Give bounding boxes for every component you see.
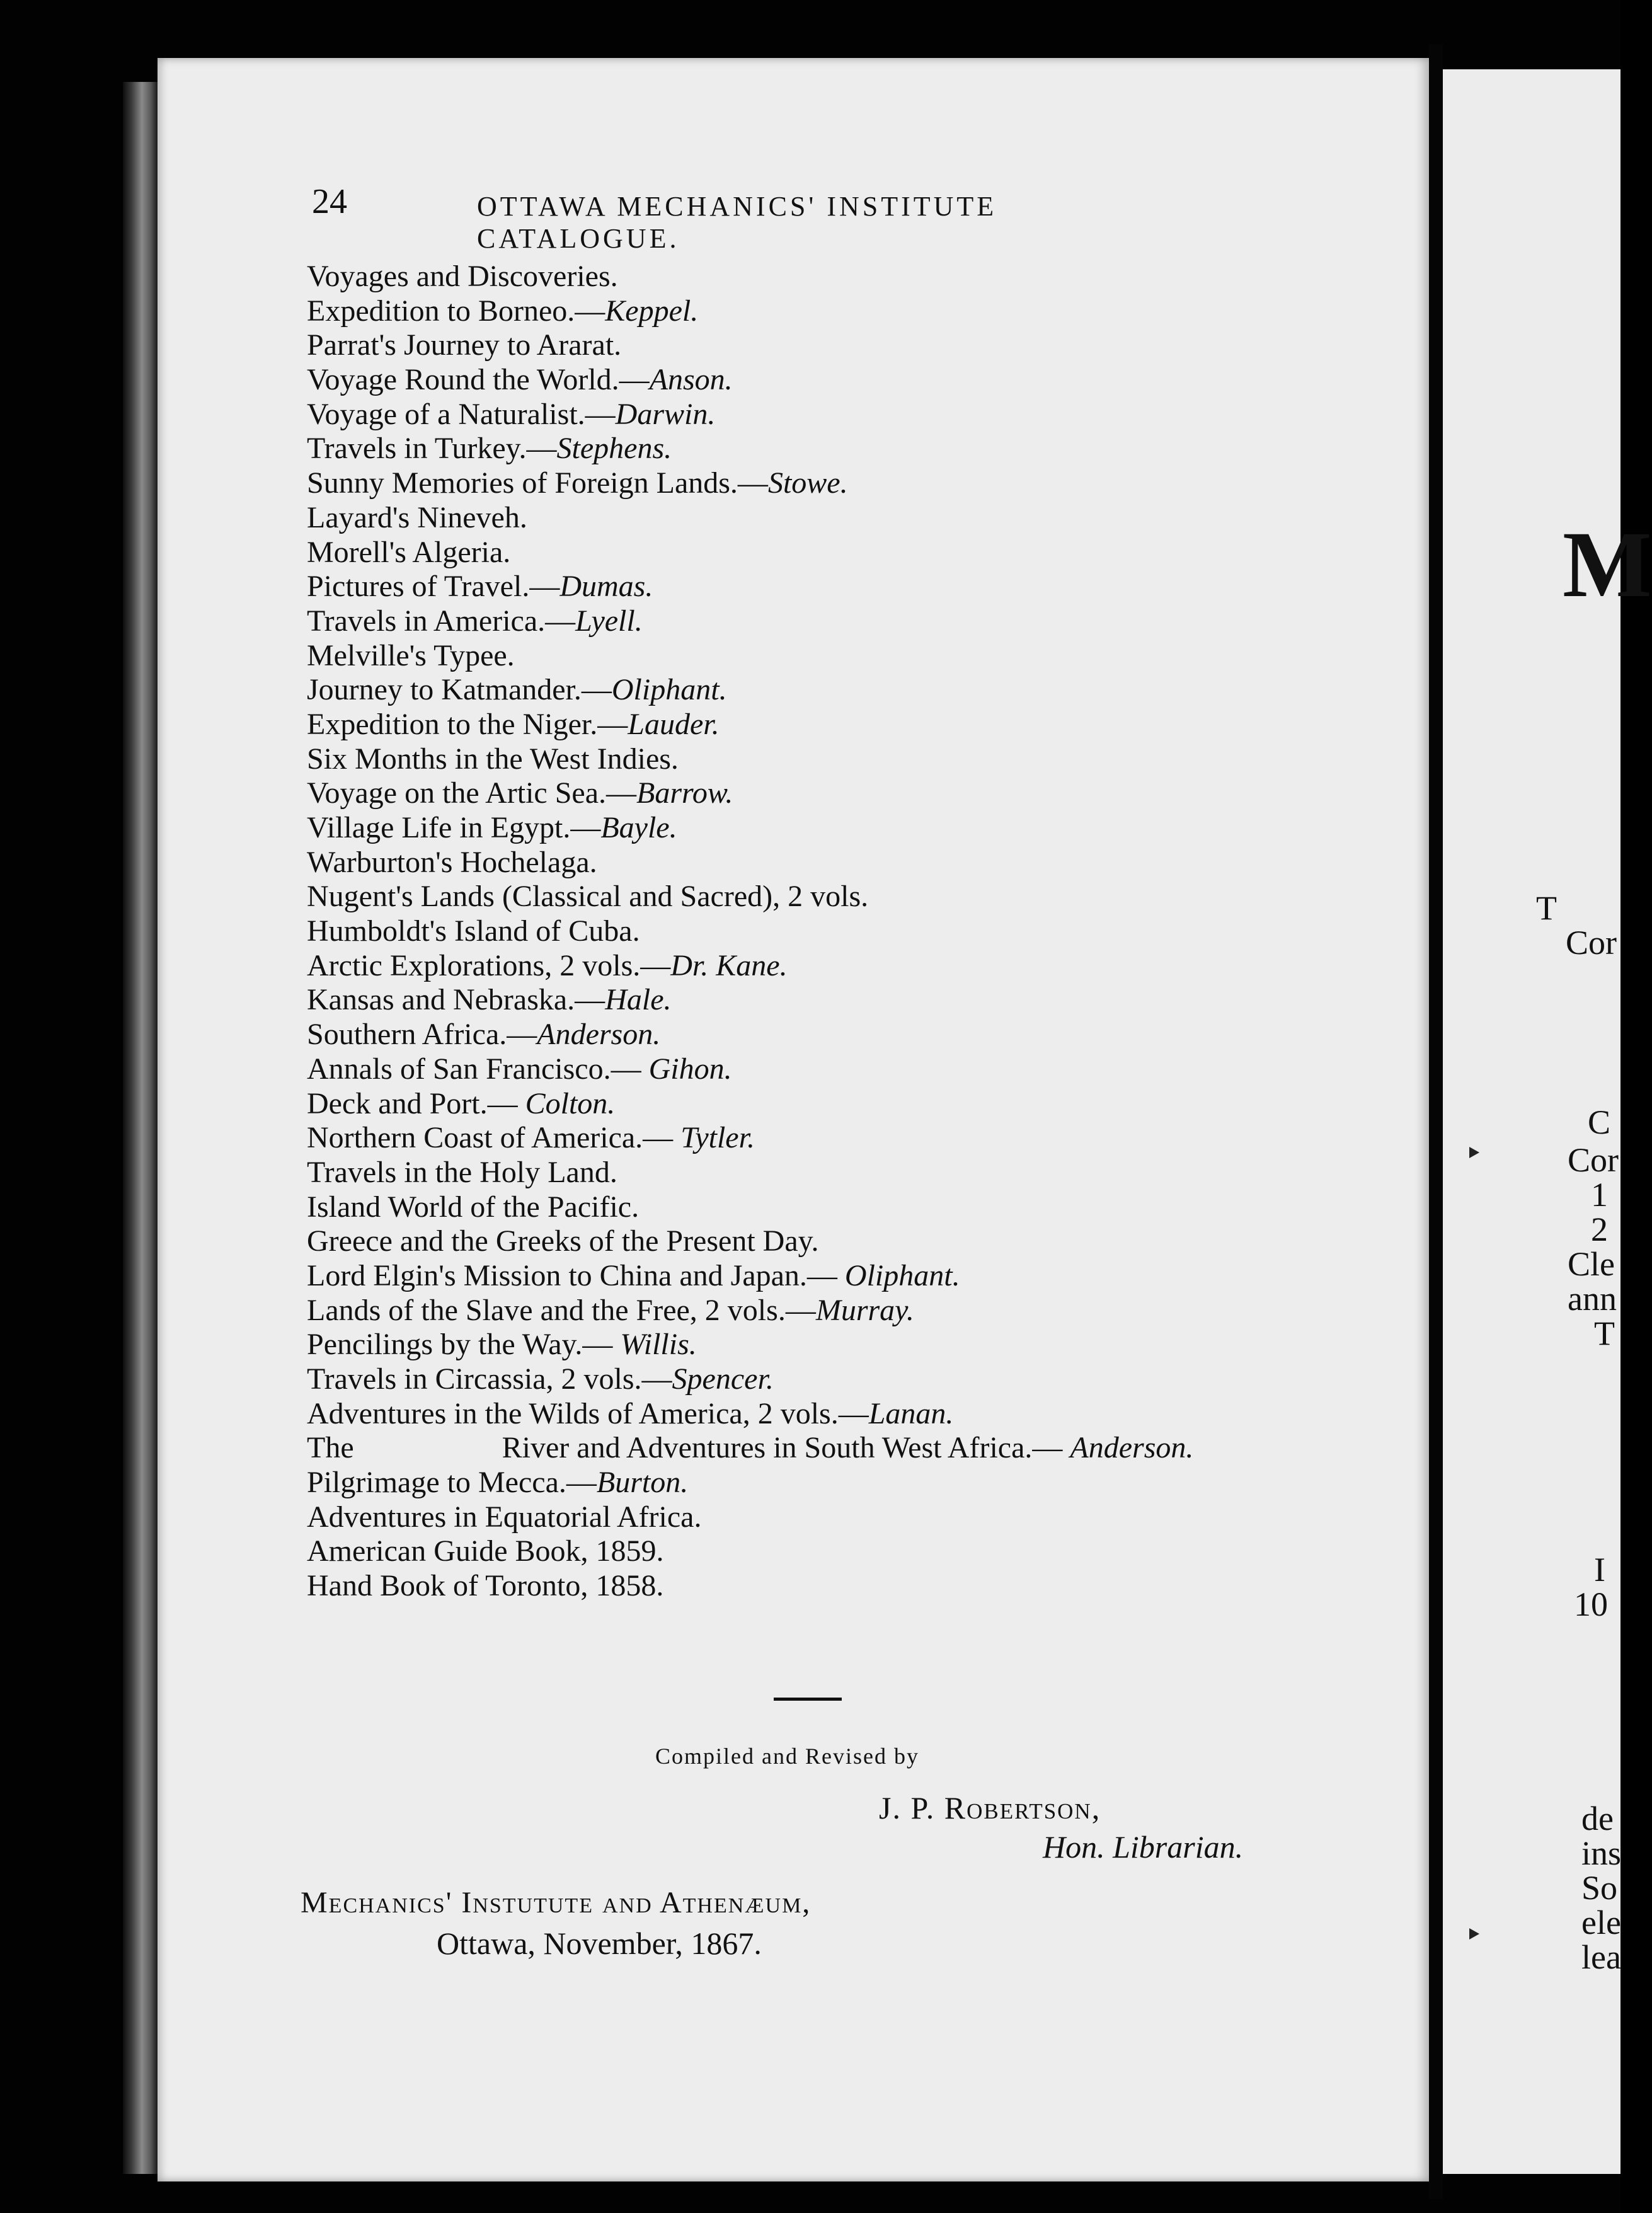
page-number: 24 (312, 182, 347, 221)
catalogue-entry (307, 1156, 1353, 1190)
catalogue-entry (307, 1362, 1353, 1397)
catalogue-entry (307, 1569, 1353, 1604)
entry-author: Burton. (596, 1466, 689, 1500)
entry-title: Travels in America.— (307, 604, 576, 638)
entry-author: Hale. (605, 983, 672, 1017)
entry-title: Lord Elgin's Mission to China and Japan.— (307, 1258, 845, 1292)
entry-title: Voyages and Discoveries. (307, 260, 618, 293)
entry-author: Colton. (525, 1086, 616, 1120)
entry-author: Oliphant. (844, 1258, 960, 1292)
entry-author: Barrow. (636, 776, 733, 810)
facing-page-fragment (1443, 69, 1652, 2174)
catalogue-entry (307, 260, 1353, 294)
catalogue-entry (307, 776, 1353, 811)
entry-author: Dumas. (559, 570, 653, 604)
entry-author: Keppel. (605, 294, 699, 328)
catalogue-entry (307, 742, 1353, 777)
catalogue-entry (307, 846, 1353, 880)
catalogue-entry (307, 1190, 1353, 1225)
entry-author: Tytler. (680, 1121, 755, 1155)
entry-title: Island World of the Pacific. (307, 1190, 640, 1224)
entry-title: Travels in the Holy Land. (307, 1155, 617, 1189)
facing-text-fragment: Cor (1566, 924, 1617, 962)
entry-author: Anson. (649, 363, 733, 397)
facing-text-fragment: ele (1581, 1904, 1621, 1941)
entry-title: Arctic Explorations, 2 vols.— (307, 948, 671, 982)
place-and-date: Ottawa, November, 1867. (437, 1926, 762, 1961)
catalogue-entry (307, 1259, 1353, 1294)
facing-text-fragment: ann (1568, 1280, 1617, 1318)
entry-title: Parrat's Journey to Ararat. (307, 328, 622, 362)
catalogue-entry (307, 1500, 1353, 1535)
facing-text-fragment: So (1581, 1869, 1618, 1907)
book-spine-edge (123, 82, 158, 2174)
catalogue-entry (307, 914, 1353, 949)
catalogue-entry (307, 294, 1353, 329)
facing-text-fragment: Cle (1568, 1245, 1615, 1283)
catalogue-entry (307, 328, 1353, 363)
facing-text-fragment: 10 (1574, 1585, 1608, 1623)
compiler-name: J. P. Robertson, (879, 1790, 1101, 1825)
entry-title: Hand Book of Toronto, 1858. (307, 1569, 664, 1603)
entry-title: Voyage of a Naturalist.— (307, 397, 616, 431)
catalogue-entry (307, 432, 1353, 466)
compiler-title: Hon. Librarian. (1043, 1829, 1244, 1865)
catalogue-entry (307, 604, 1353, 639)
facing-text-fragment: ins (1581, 1834, 1622, 1872)
entry-author: Darwin. (615, 397, 716, 431)
entry-title: Pencilings by the Way.— (307, 1328, 621, 1362)
entry-title: Warburton's Hochelaga. (307, 845, 597, 879)
entry-title: Pictures of Travel.— (307, 570, 560, 604)
entry-title: Six Months in the West Indies. (307, 742, 679, 776)
entry-author: Willis. (620, 1328, 697, 1362)
catalogue-entry (307, 1087, 1353, 1122)
entry-title: Travels in Turkey.— (307, 432, 557, 466)
entry-author: Lauder. (628, 707, 720, 741)
entry-author: Stephens. (556, 432, 672, 466)
facing-text-fragment: lea (1581, 1938, 1621, 1976)
entry-title: Lands of the Slave and the Free, 2 vols.— (307, 1293, 816, 1327)
entry-title: Expedition to Borneo.— (307, 294, 605, 328)
catalogue-entry (307, 1397, 1353, 1432)
entry-author: Lyell. (575, 604, 643, 638)
facing-text-fragment: de (1581, 1800, 1614, 1837)
catalogue-entry (307, 398, 1353, 432)
catalogue-entry (307, 1431, 1353, 1466)
entry-title: Journey to Katmander.— (307, 673, 612, 707)
entry-author: Oliphant. (611, 673, 727, 707)
facing-text-fragment: T (1594, 1314, 1615, 1352)
entry-title: Adventures in Equatorial Africa. (307, 1500, 702, 1534)
entry-title: Voyage on the Artic Sea.— (307, 776, 637, 810)
entry-author: Anderson. (1070, 1431, 1194, 1465)
entry-author: Stowe. (767, 466, 848, 500)
catalogue-entry (307, 501, 1353, 536)
catalogue-entry (307, 466, 1353, 501)
entry-title: Melville's Typee. (307, 638, 515, 672)
entry-title: Adventures in the Wilds of America, 2 vols.— (307, 1396, 869, 1430)
entry-title: Deck and Port.— (307, 1086, 525, 1120)
entry-title-end: River and Adventures in South West Africa.— (502, 1431, 1070, 1465)
catalogue-entry (307, 1018, 1353, 1052)
catalogue-entry (307, 983, 1353, 1018)
entry-author: Anderson. (537, 1018, 661, 1052)
catalogue-entry (307, 1466, 1353, 1500)
entry-title: Annals of San Francisco.— (307, 1052, 649, 1086)
catalogue-entry (307, 363, 1353, 398)
catalogue-entry (307, 1052, 1353, 1087)
facing-text-fragment: C (1588, 1103, 1611, 1141)
facing-margin-mark (1469, 1928, 1479, 1940)
entry-author: Bayle. (600, 811, 677, 844)
catalogue-entry (307, 1294, 1353, 1328)
facing-ornamental-letter: M (1563, 512, 1652, 617)
catalogue-entry (307, 1534, 1353, 1569)
catalogue-entry (307, 949, 1353, 984)
facing-text-fragment: Cor (1568, 1141, 1619, 1179)
page-gutter (1429, 44, 1443, 2199)
page-header (312, 181, 1181, 254)
entry-author: Lanan. (868, 1396, 954, 1430)
section-rule (774, 1698, 842, 1701)
catalogue-entry (307, 811, 1353, 846)
entry-author: Spencer. (672, 1362, 774, 1396)
catalogue-entry (307, 1328, 1353, 1362)
catalogue-entry (307, 708, 1353, 742)
entry-title: Morell's Algeria. (307, 535, 511, 569)
facing-text-fragment: T (1536, 889, 1557, 927)
catalogue-entry-list (307, 260, 1353, 1604)
catalogue-entry (307, 570, 1353, 604)
entry-title-start: The (307, 1431, 354, 1465)
catalogue-entry (307, 673, 1353, 708)
entry-title: Layard's Nineveh. (307, 500, 527, 534)
entry-title: Travels in Circassia, 2 vols.— (307, 1362, 672, 1396)
facing-text-fragment: I (1594, 1551, 1605, 1589)
entry-title: American Guide Book, 1859. (307, 1534, 664, 1568)
entry-title: Expedition to the Niger.— (307, 707, 628, 741)
entry-author: Gihon. (648, 1052, 732, 1086)
catalogue-entry (307, 639, 1353, 674)
entry-title: Pilgrimage to Mecca.— (307, 1466, 597, 1500)
facing-margin-mark (1469, 1147, 1479, 1158)
entry-title: Kansas and Nebraska.— (307, 983, 605, 1017)
institution-name: Mechanics' Instutute and Athenæum, (301, 1886, 812, 1919)
entry-title: Sunny Memories of Foreign Lands.— (307, 466, 768, 500)
entry-title: Voyage Round the World.— (307, 363, 650, 397)
catalogue-entry (307, 536, 1353, 570)
entry-title: Humboldt's Island of Cuba. (307, 914, 640, 948)
entry-title: Northern Coast of America.— (307, 1121, 681, 1155)
running-head: OTTAWA MECHANICS' INSTITUTE CATALOGUE. (477, 191, 997, 254)
entry-author: Murray. (815, 1293, 914, 1327)
entry-title: Village Life in Egypt.— (307, 811, 601, 844)
entry-title: Nugent's Lands (Classical and Sacred), 2 vols. (307, 880, 869, 914)
entry-author: Dr. Kane. (670, 948, 788, 982)
entry-title: Southern Africa.— (307, 1018, 537, 1052)
facing-text-fragment: 2 (1591, 1210, 1608, 1248)
compiled-by-line: Compiled and Revised by (655, 1744, 919, 1769)
catalogue-entry (307, 1121, 1353, 1156)
catalogue-entry (307, 1224, 1353, 1259)
facing-text-fragment: 1 (1591, 1176, 1608, 1214)
entry-title: Greece and the Greeks of the Present Day. (307, 1224, 819, 1258)
catalogue-entry (307, 880, 1353, 914)
